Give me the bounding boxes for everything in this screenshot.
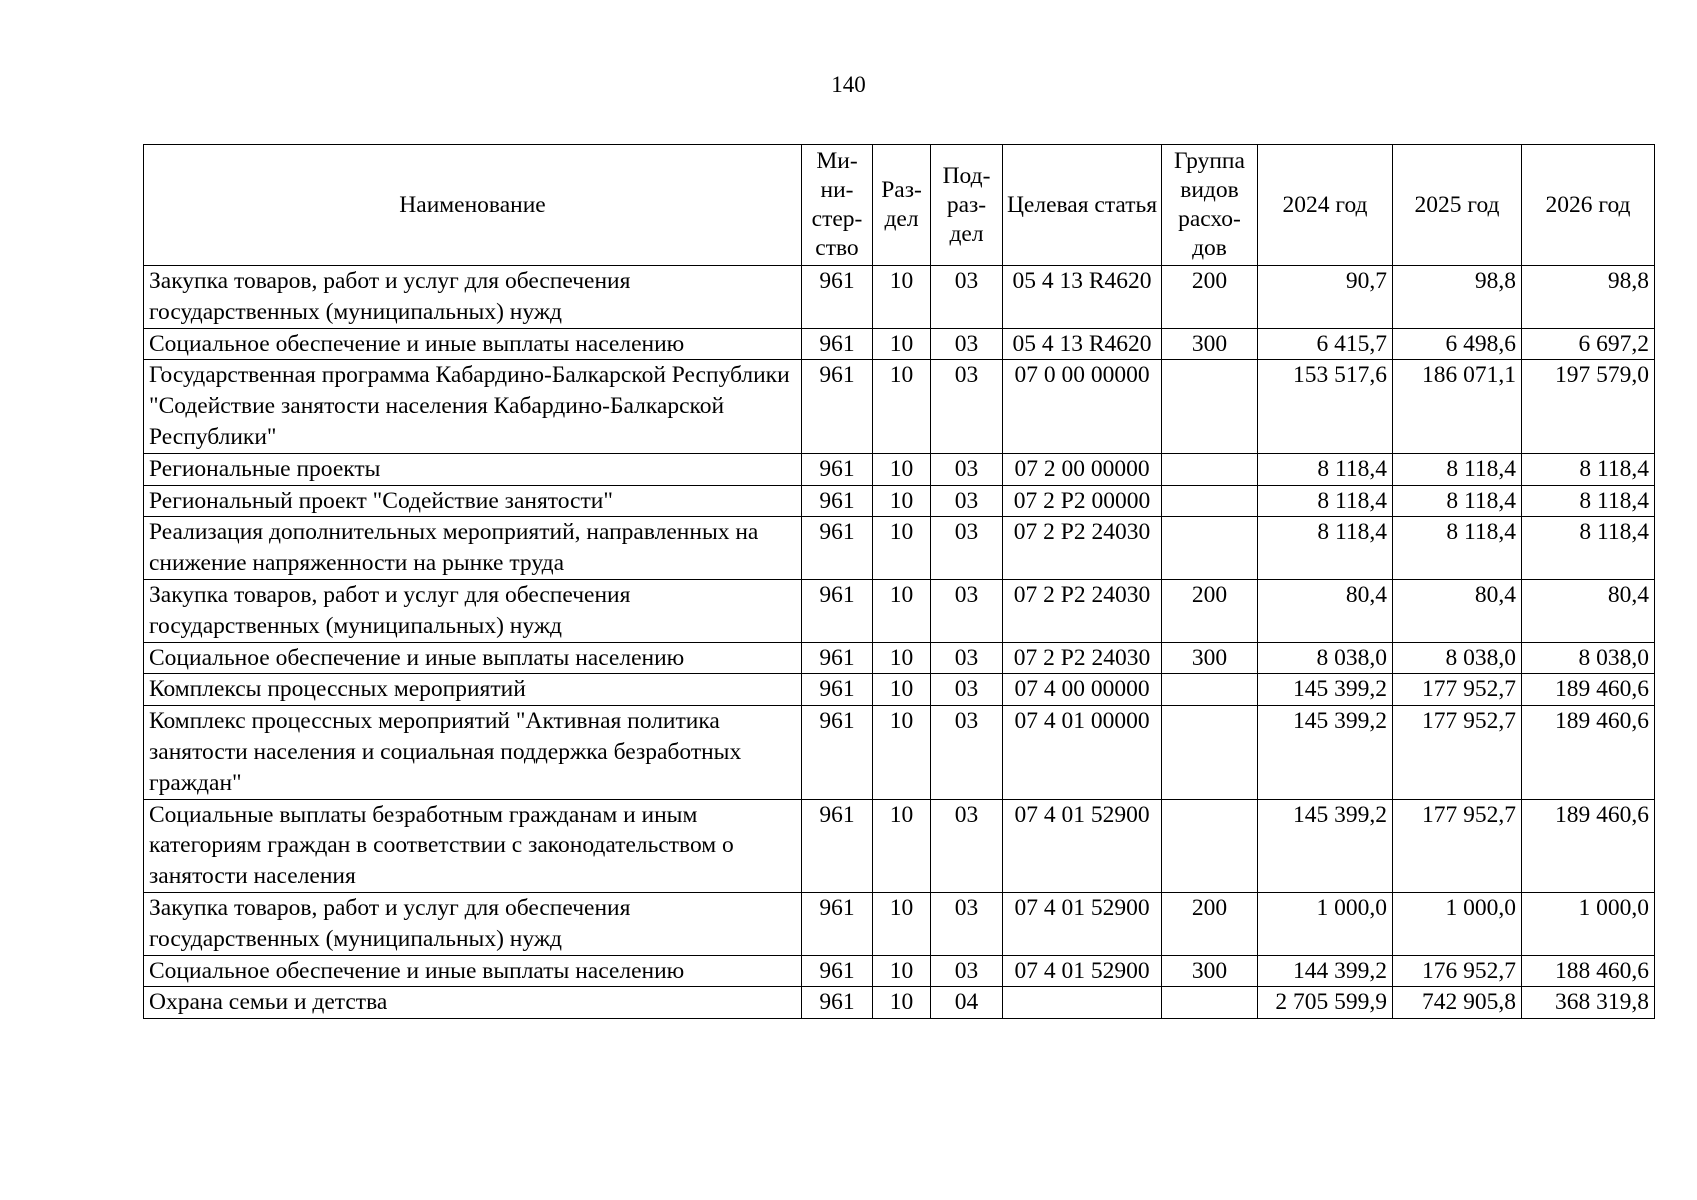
cell-section: 10 bbox=[873, 328, 931, 360]
cell-group bbox=[1162, 517, 1258, 580]
cell-2024: 144 399,2 bbox=[1258, 955, 1393, 987]
cell-group: 300 bbox=[1162, 955, 1258, 987]
cell-2026: 188 460,6 bbox=[1522, 955, 1655, 987]
cell-2024: 145 399,2 bbox=[1258, 799, 1393, 892]
budget-table bbox=[143, 144, 1655, 1019]
cell-2025: 6 498,6 bbox=[1393, 328, 1522, 360]
table-row bbox=[144, 706, 1655, 799]
column-header-2026: 2026 год bbox=[1522, 145, 1655, 266]
cell-subsection: 03 bbox=[931, 642, 1003, 674]
cell-2024: 2 705 599,9 bbox=[1258, 987, 1393, 1019]
cell-ministry: 961 bbox=[802, 799, 873, 892]
cell-ministry: 961 bbox=[802, 266, 873, 329]
table-row bbox=[144, 579, 1655, 642]
cell-group: 300 bbox=[1162, 328, 1258, 360]
column-header-target: Целевая статья bbox=[1003, 145, 1162, 266]
cell-group: 300 bbox=[1162, 642, 1258, 674]
table-row bbox=[144, 987, 1655, 1019]
cell-2024: 1 000,0 bbox=[1258, 892, 1393, 955]
cell-target: 07 4 01 00000 bbox=[1003, 706, 1162, 799]
cell-name: Социальное обеспечение и иные выплаты населению bbox=[144, 642, 802, 674]
table-row bbox=[144, 955, 1655, 987]
cell-subsection: 03 bbox=[931, 453, 1003, 485]
cell-2024: 8 118,4 bbox=[1258, 485, 1393, 517]
cell-group bbox=[1162, 706, 1258, 799]
column-header-subsection: Под-раз-дел bbox=[931, 145, 1003, 266]
table-row bbox=[144, 360, 1655, 453]
cell-target: 07 4 00 00000 bbox=[1003, 674, 1162, 706]
cell-2026: 368 319,8 bbox=[1522, 987, 1655, 1019]
cell-2025: 177 952,7 bbox=[1393, 799, 1522, 892]
cell-section: 10 bbox=[873, 674, 931, 706]
cell-2024: 145 399,2 bbox=[1258, 706, 1393, 799]
cell-name: Закупка товаров, работ и услуг для обеспечения государственных (муниципальных) нужд bbox=[144, 892, 802, 955]
cell-2025: 80,4 bbox=[1393, 579, 1522, 642]
cell-2026: 80,4 bbox=[1522, 579, 1655, 642]
cell-subsection: 03 bbox=[931, 266, 1003, 329]
cell-ministry: 961 bbox=[802, 674, 873, 706]
cell-2025: 1 000,0 bbox=[1393, 892, 1522, 955]
cell-2026: 8 118,4 bbox=[1522, 517, 1655, 580]
column-header-2024: 2024 год bbox=[1258, 145, 1393, 266]
cell-2024: 145 399,2 bbox=[1258, 674, 1393, 706]
cell-target: 05 4 13 R4620 bbox=[1003, 328, 1162, 360]
table-body bbox=[144, 266, 1655, 1019]
cell-name: Социальные выплаты безработным гражданам и иным категориям граждан в соответствии с законодательством о занятости населения bbox=[144, 799, 802, 892]
cell-2025: 177 952,7 bbox=[1393, 674, 1522, 706]
cell-section: 10 bbox=[873, 579, 931, 642]
cell-target: 07 2 P2 24030 bbox=[1003, 517, 1162, 580]
cell-subsection: 03 bbox=[931, 579, 1003, 642]
table-row bbox=[144, 517, 1655, 580]
cell-2025: 177 952,7 bbox=[1393, 706, 1522, 799]
cell-2026: 8 118,4 bbox=[1522, 485, 1655, 517]
cell-group bbox=[1162, 674, 1258, 706]
cell-2026: 189 460,6 bbox=[1522, 799, 1655, 892]
cell-ministry: 961 bbox=[802, 485, 873, 517]
cell-ministry: 961 bbox=[802, 955, 873, 987]
cell-2025: 176 952,7 bbox=[1393, 955, 1522, 987]
cell-2024: 90,7 bbox=[1258, 266, 1393, 329]
cell-section: 10 bbox=[873, 517, 931, 580]
cell-section: 10 bbox=[873, 360, 931, 453]
cell-ministry: 961 bbox=[802, 579, 873, 642]
cell-name: Социальное обеспечение и иные выплаты населению bbox=[144, 328, 802, 360]
table-row bbox=[144, 892, 1655, 955]
cell-2025: 8 118,4 bbox=[1393, 485, 1522, 517]
column-header-2025: 2025 год bbox=[1393, 145, 1522, 266]
cell-2025: 8 118,4 bbox=[1393, 453, 1522, 485]
cell-2026: 8 038,0 bbox=[1522, 642, 1655, 674]
cell-name: Региональные проекты bbox=[144, 453, 802, 485]
cell-ministry: 961 bbox=[802, 517, 873, 580]
cell-subsection: 03 bbox=[931, 360, 1003, 453]
cell-2025: 8 118,4 bbox=[1393, 517, 1522, 580]
cell-subsection: 03 bbox=[931, 328, 1003, 360]
cell-ministry: 961 bbox=[802, 328, 873, 360]
cell-ministry: 961 bbox=[802, 360, 873, 453]
cell-2024: 8 118,4 bbox=[1258, 517, 1393, 580]
cell-target: 07 4 01 52900 bbox=[1003, 799, 1162, 892]
table-row bbox=[144, 266, 1655, 329]
cell-name: Закупка товаров, работ и услуг для обеспечения государственных (муниципальных) нужд bbox=[144, 579, 802, 642]
cell-subsection: 03 bbox=[931, 706, 1003, 799]
cell-ministry: 961 bbox=[802, 453, 873, 485]
cell-2024: 80,4 bbox=[1258, 579, 1393, 642]
table-row bbox=[144, 485, 1655, 517]
cell-subsection: 03 bbox=[931, 517, 1003, 580]
table-row bbox=[144, 642, 1655, 674]
cell-group: 200 bbox=[1162, 579, 1258, 642]
cell-section: 10 bbox=[873, 987, 931, 1019]
cell-2026: 1 000,0 bbox=[1522, 892, 1655, 955]
cell-2026: 197 579,0 bbox=[1522, 360, 1655, 453]
cell-subsection: 03 bbox=[931, 955, 1003, 987]
column-header-name: Наименование bbox=[144, 145, 802, 266]
cell-section: 10 bbox=[873, 485, 931, 517]
cell-name: Комплексы процессных мероприятий bbox=[144, 674, 802, 706]
cell-ministry: 961 bbox=[802, 642, 873, 674]
cell-target bbox=[1003, 987, 1162, 1019]
cell-name: Государственная программа Кабардино-Балкарской Республики "Содействие занятости населения Кабардино-Балкарской Республики" bbox=[144, 360, 802, 453]
cell-section: 10 bbox=[873, 266, 931, 329]
cell-ministry: 961 bbox=[802, 892, 873, 955]
cell-target: 07 2 P2 00000 bbox=[1003, 485, 1162, 517]
table-row bbox=[144, 453, 1655, 485]
table-header-row bbox=[144, 145, 1655, 266]
cell-subsection: 03 bbox=[931, 799, 1003, 892]
cell-name: Региональный проект "Содействие занятости" bbox=[144, 485, 802, 517]
cell-target: 07 0 00 00000 bbox=[1003, 360, 1162, 453]
cell-2025: 98,8 bbox=[1393, 266, 1522, 329]
cell-2026: 98,8 bbox=[1522, 266, 1655, 329]
cell-subsection: 04 bbox=[931, 987, 1003, 1019]
cell-group bbox=[1162, 799, 1258, 892]
cell-target: 07 4 01 52900 bbox=[1003, 892, 1162, 955]
cell-target: 07 2 00 00000 bbox=[1003, 453, 1162, 485]
column-header-section: Раз-дел bbox=[873, 145, 931, 266]
cell-2026: 8 118,4 bbox=[1522, 453, 1655, 485]
cell-target: 07 4 01 52900 bbox=[1003, 955, 1162, 987]
cell-name: Комплекс процессных мероприятий "Активная политика занятости населения и социальная поддержка безработных граждан" bbox=[144, 706, 802, 799]
cell-name: Реализация дополнительных мероприятий, направленных на снижение напряженности на рынке труда bbox=[144, 517, 802, 580]
cell-section: 10 bbox=[873, 892, 931, 955]
cell-2025: 186 071,1 bbox=[1393, 360, 1522, 453]
cell-2024: 6 415,7 bbox=[1258, 328, 1393, 360]
cell-2024: 8 038,0 bbox=[1258, 642, 1393, 674]
cell-name: Охрана семьи и детства bbox=[144, 987, 802, 1019]
cell-2024: 8 118,4 bbox=[1258, 453, 1393, 485]
cell-ministry: 961 bbox=[802, 987, 873, 1019]
column-header-group: Группа видов расхо-дов bbox=[1162, 145, 1258, 266]
cell-group: 200 bbox=[1162, 266, 1258, 329]
cell-section: 10 bbox=[873, 799, 931, 892]
cell-ministry: 961 bbox=[802, 706, 873, 799]
cell-2026: 189 460,6 bbox=[1522, 706, 1655, 799]
cell-group bbox=[1162, 485, 1258, 517]
table-row bbox=[144, 799, 1655, 892]
cell-target: 07 2 P2 24030 bbox=[1003, 579, 1162, 642]
cell-subsection: 03 bbox=[931, 485, 1003, 517]
cell-section: 10 bbox=[873, 642, 931, 674]
cell-group bbox=[1162, 360, 1258, 453]
cell-2026: 189 460,6 bbox=[1522, 674, 1655, 706]
page-number: 140 bbox=[831, 72, 866, 97]
table-row bbox=[144, 328, 1655, 360]
column-header-ministry: Ми-ни-стер-ство bbox=[802, 145, 873, 266]
cell-section: 10 bbox=[873, 955, 931, 987]
cell-2025: 8 038,0 bbox=[1393, 642, 1522, 674]
table-row bbox=[144, 674, 1655, 706]
cell-section: 10 bbox=[873, 453, 931, 485]
cell-subsection: 03 bbox=[931, 674, 1003, 706]
cell-name: Социальное обеспечение и иные выплаты населению bbox=[144, 955, 802, 987]
cell-2024: 153 517,6 bbox=[1258, 360, 1393, 453]
cell-2025: 742 905,8 bbox=[1393, 987, 1522, 1019]
cell-group bbox=[1162, 987, 1258, 1019]
cell-target: 05 4 13 R4620 bbox=[1003, 266, 1162, 329]
cell-group bbox=[1162, 453, 1258, 485]
cell-section: 10 bbox=[873, 706, 931, 799]
cell-2026: 6 697,2 bbox=[1522, 328, 1655, 360]
cell-group: 200 bbox=[1162, 892, 1258, 955]
cell-target: 07 2 P2 24030 bbox=[1003, 642, 1162, 674]
cell-name: Закупка товаров, работ и услуг для обеспечения государственных (муниципальных) нужд bbox=[144, 266, 802, 329]
cell-subsection: 03 bbox=[931, 892, 1003, 955]
